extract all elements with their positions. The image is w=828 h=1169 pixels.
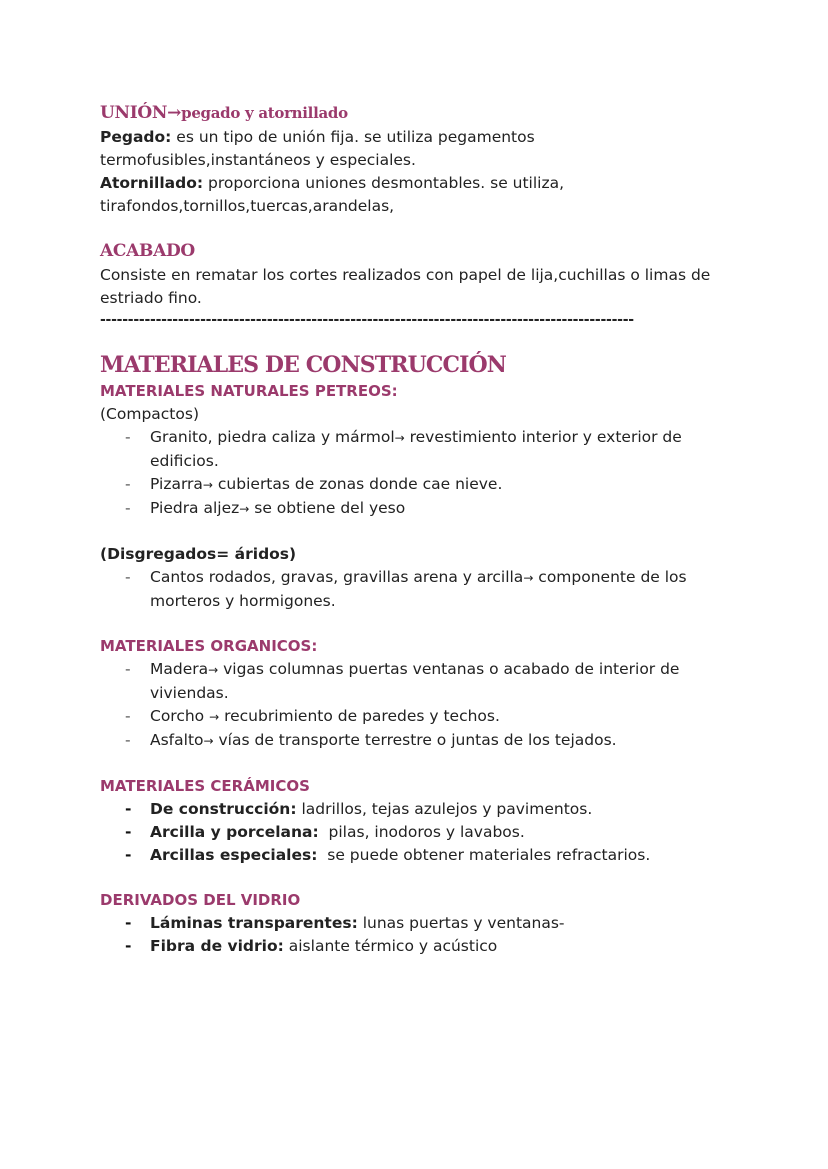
dash-bullet: - bbox=[125, 428, 131, 446]
atornillado-label: Atornillado: bbox=[100, 174, 204, 192]
item-description: vigas columnas puertas ventanas o acabado de interior de viviendas. bbox=[150, 660, 680, 702]
list-item bbox=[100, 473, 740, 497]
pegado-label: Pegado: bbox=[100, 128, 172, 146]
item-text: ladrillos, tejas azulejos y pavimentos. bbox=[296, 800, 593, 818]
materiales-title: MATERIALES DE CONSTRUCCIÓN bbox=[100, 352, 506, 378]
pegado-paragraph bbox=[100, 126, 740, 172]
arrow-icon: → bbox=[523, 571, 534, 585]
item-label: De construcción: bbox=[150, 800, 297, 818]
list-item bbox=[100, 798, 740, 821]
list-item bbox=[100, 658, 740, 705]
dash-bullet: - bbox=[125, 823, 132, 841]
item-subject: Granito, piedra caliza y mármol bbox=[150, 428, 395, 446]
arrow-icon: → bbox=[202, 478, 213, 492]
document-page bbox=[100, 100, 740, 958]
dash-bullet: - bbox=[125, 937, 132, 955]
arrow-icon: → bbox=[208, 663, 219, 677]
organicos-list bbox=[100, 658, 740, 753]
item-subject: Corcho bbox=[150, 707, 210, 725]
dash-bullet: - bbox=[125, 914, 132, 932]
pegado-text: es un tipo de unión fija. se utiliza pegamentos termofusibles,instantáneos y especiales. bbox=[100, 128, 535, 169]
atornillado-text: proporciona uniones desmontables. se utiliza, tirafondos,tornillos,tuercas,arandelas, bbox=[100, 174, 565, 215]
arrow-icon: → bbox=[394, 431, 405, 445]
item-description: vías de transporte terrestre o juntas de los tejados. bbox=[213, 731, 617, 749]
item-subject: Pizarra bbox=[150, 475, 203, 493]
disgregados-label bbox=[100, 543, 740, 566]
item-description: se obtiene del yeso bbox=[249, 499, 406, 517]
separator-line: ------------------------------------------------------------------------------------------------ bbox=[100, 312, 634, 328]
arrow-icon: → bbox=[239, 502, 250, 516]
item-description: componente de los morteros y hormigones. bbox=[150, 568, 687, 610]
list-item bbox=[100, 912, 740, 935]
dash-bullet: - bbox=[125, 475, 131, 493]
item-text: lunas puertas y ventanas- bbox=[357, 914, 565, 932]
acabado-text: Consiste en rematar los cortes realizados con papel de lija,cuchillas o limas de estriado fino. bbox=[100, 266, 711, 307]
item-text: pilas, inodoros y lavabos. bbox=[318, 823, 525, 841]
disgregados-list bbox=[100, 566, 740, 613]
item-description: recubrimiento de paredes y techos. bbox=[219, 707, 500, 725]
organicos-heading: MATERIALES ORGANICOS: bbox=[100, 637, 318, 655]
list-item bbox=[100, 844, 740, 867]
list-item bbox=[100, 935, 740, 958]
item-text: aislante térmico y acústico bbox=[283, 937, 498, 955]
item-text: se puede obtener materiales refractarios. bbox=[317, 846, 651, 864]
arrow-icon: → bbox=[167, 103, 182, 123]
dash-bullet: - bbox=[125, 660, 131, 678]
atornillado-paragraph bbox=[100, 172, 740, 218]
dash-bullet: - bbox=[125, 731, 131, 749]
ceramicos-list bbox=[100, 798, 740, 867]
item-subject: Asfalto bbox=[150, 731, 204, 749]
acabado-heading: ACABADO bbox=[100, 241, 195, 261]
item-subject: Cantos rodados, gravas, gravillas arena y arcilla bbox=[150, 568, 524, 586]
list-item bbox=[100, 729, 740, 753]
dash-bullet: - bbox=[125, 800, 132, 818]
ceramicos-heading: MATERIALES CERÁMICOS bbox=[100, 777, 310, 795]
disgregados-label-text: (Disgregados= áridos) bbox=[100, 545, 297, 563]
item-subject: Madera bbox=[150, 660, 209, 678]
union-title-main: UNIÓN bbox=[100, 103, 168, 123]
item-label: Fibra de vidrio: bbox=[150, 937, 284, 955]
union-heading bbox=[100, 100, 740, 126]
list-item bbox=[100, 497, 740, 521]
list-item bbox=[100, 566, 740, 613]
union-title-sub: pegado y atornillado bbox=[181, 104, 348, 122]
list-item bbox=[100, 821, 740, 844]
item-label: Arcillas especiales: bbox=[150, 846, 318, 864]
item-subject: Piedra aljez bbox=[150, 499, 240, 517]
compactos-label: (Compactos) bbox=[100, 405, 199, 423]
dash-bullet: - bbox=[125, 707, 131, 725]
dash-bullet: - bbox=[125, 499, 131, 517]
petreos-heading: MATERIALES NATURALES PETREOS: bbox=[100, 382, 398, 400]
dash-bullet: - bbox=[125, 568, 131, 586]
item-description: cubiertas de zonas donde cae nieve. bbox=[212, 475, 503, 493]
compactos-list bbox=[100, 426, 740, 521]
list-item bbox=[100, 705, 740, 729]
list-item bbox=[100, 426, 740, 473]
item-label: Arcilla y porcelana: bbox=[150, 823, 319, 841]
dash-bullet: - bbox=[125, 846, 132, 864]
vidrio-list bbox=[100, 912, 740, 958]
arrow-icon: → bbox=[203, 734, 214, 748]
item-label: Láminas transparentes: bbox=[150, 914, 358, 932]
vidrio-heading: DERIVADOS DEL VIDRIO bbox=[100, 891, 301, 909]
item-description: revestimiento interior y exterior de edificios. bbox=[150, 428, 682, 470]
arrow-icon: → bbox=[209, 710, 220, 724]
